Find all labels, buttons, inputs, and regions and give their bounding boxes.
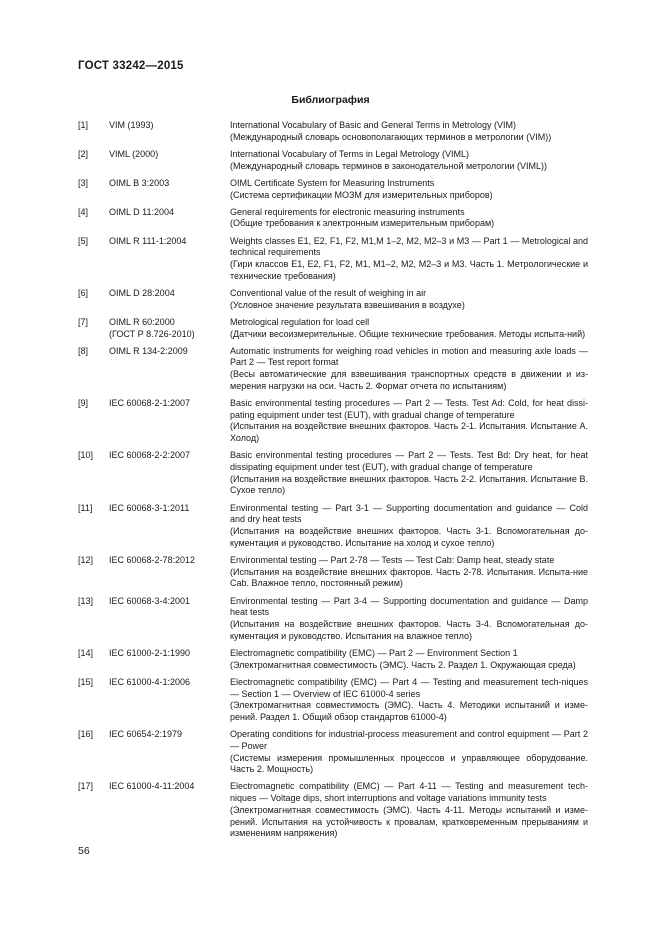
reference-number: [4] — [78, 206, 89, 217]
reference-number: [9] — [78, 398, 89, 409]
reference-code: IEC 60068-2-1:2007 — [109, 398, 191, 409]
reference-description: OIML Certificate System for Measuring Instruments (Система сертификации МОЗМ для измерительных приборов) — [230, 177, 493, 200]
reference-description: Electromagnetic compatibility (EMC) — Part 4 — Testing and measurement tech-niques — Section 1 — Overview of IEC 61000-4 series (Электромагнитная совместимость (ЭМС). Часть 4. Методики испытаний и изме-рений. Раздел 1. Общий обзор стандартов 61000-4) — [230, 676, 588, 722]
reference-number: [6] — [78, 287, 89, 298]
reference-code: IEC 60068-2-2:2007 — [109, 450, 191, 461]
reference-code: OIML R 134-2:2009 — [109, 345, 188, 356]
reference-code: IEC 61000-4-11:2004 — [109, 781, 195, 792]
reference-number: [8] — [78, 345, 89, 356]
document-header: ГОСТ 33242—2015 — [78, 60, 184, 72]
reference-description: General requirements for electronic measuring instruments (Общие требования к электронным измерительным приборам) — [230, 206, 495, 229]
reference-number: [7] — [78, 316, 89, 327]
list-item — [78, 236, 588, 283]
list-item — [78, 781, 588, 840]
reference-code: IEC 61000-2-1:1990 — [109, 647, 191, 658]
list-item — [78, 677, 588, 724]
reference-description: Electromagnetic compatibility (EMC) — Part 4-11 — Testing and measurement tech-niques — Voltage dips, short interruptions and voltage variations immunity tests (Электромагнитная совместимость (ЭМС). Часть 4-11. Методы испытаний и изме-рений. Испытания на устойчивость к провалам, кратковременным прерываниям и изменениям напряжения) — [230, 781, 588, 839]
reference-code: OIML R 60:2000 (ГОСТ Р 8.726-2010) — [109, 316, 195, 339]
list-item — [78, 450, 588, 497]
reference-description: Basic environmental testing procedures — Part 2 — Tests. Test Ad: Cold, for heat dissi-pating equipment under test (EUT), with gradual change of temperature (Испытания на воздействие внешних факторов. Часть 2-1. Испытания. Испытание А. Холод) — [230, 398, 588, 444]
reference-number: [11] — [78, 502, 93, 513]
reference-code: IEC 60068-3-1:2011 — [109, 502, 190, 513]
reference-description: Environmental testing — Part 3-4 — Supporting documentation and guidance — Damp heat tests (Испытания на воздействие внешних факторов. Часть 3-4. Вспомогательная до-кументация и руководство. Испытания на влажное тепло) — [230, 595, 588, 641]
reference-number: [14] — [78, 647, 94, 658]
list-item — [78, 503, 588, 550]
page-number: 56 — [78, 845, 90, 857]
list-item — [78, 555, 588, 590]
reference-code: VIM (1993) — [109, 120, 154, 130]
reference-number: [5] — [78, 235, 89, 246]
list-item — [78, 648, 588, 671]
reference-number: [15] — [78, 676, 94, 687]
list-item — [78, 346, 588, 393]
reference-description: International Vocabulary of Basic and General Terms in Metrology (VIM) (Международный словарь основополагающих терминов в метрологии (VIM)) — [230, 120, 552, 142]
reference-description: Automatic instruments for weighing road vehicles in motion and measuring axle loads — Part 2 — Test report format (Весы автоматические для взвешивания транспортных средств в движении и из-мерения нагрузки на оси. Часть 2. Формат отчета по испытаниям) — [230, 345, 588, 391]
reference-description: Metrological regulation for load cell (Датчики весоизмерительные. Общие технические требования. Методы испыта-ний) — [230, 316, 586, 339]
reference-number: [3] — [78, 177, 89, 188]
list-item — [78, 729, 588, 776]
reference-number: [10] — [78, 450, 94, 461]
reference-code: VIML (2000) — [109, 148, 159, 159]
reference-number: [16] — [78, 729, 94, 740]
reference-description: Environmental testing — Part 3-1 — Supporting documentation and guidance — Cold and dry heat tests (Испытания на воздействие внешних факторов. Часть 3-1. Вспомогательная до-кументация и руководство. Испытание на холод и сухое тепло) — [230, 502, 588, 548]
list-item — [78, 120, 588, 143]
reference-code: IEC 61000-4-1:2006 — [109, 676, 191, 687]
list-item — [78, 596, 588, 643]
list-item — [78, 398, 588, 445]
reference-number: [12] — [78, 555, 94, 565]
reference-description: Electromagnetic compatibility (EMC) — Part 2 — Environment Section 1 (Электромагнитная совместимость (ЭМС). Часть 2. Раздел 1. Окружающая среда) — [230, 647, 576, 670]
reference-code: OIML D 28:2004 — [109, 287, 175, 298]
reference-number: [2] — [78, 148, 89, 159]
reference-code: IEC 60068-3-4:2001 — [109, 595, 191, 606]
reference-number: [13] — [78, 595, 94, 606]
bibliography-list — [78, 120, 588, 845]
list-item — [78, 207, 588, 230]
section-title: Библиография — [291, 94, 370, 106]
reference-number: [1] — [78, 120, 89, 130]
reference-description: Conventional value of the result of weighing in air (Условное значение результата взвешивания в воздухе) — [230, 287, 465, 310]
reference-code: IEC 60654-2:1979 — [109, 729, 183, 740]
list-item — [78, 178, 588, 201]
reference-code: OIML D 11:2004 — [109, 206, 175, 217]
list-item — [78, 317, 588, 340]
reference-code: IEC 60068-2-78:2012 — [109, 555, 196, 565]
reference-description: Basic environmental testing procedures — Part 2 — Tests. Test Bd: Dry heat, for heat dissipating equipment under test (EUT), with gradual change of temperature (Испытания на воздействие внешних факторов. Часть 2-2. Испытания. Испытание В. Сухое тепло) — [230, 450, 588, 496]
reference-description: Operating conditions for industrial-process measurement and control equipment — Part 2 — Power (Системы измерения промышленных процессов и управляющее оборудование. Часть 2. Мощность) — [230, 729, 588, 775]
list-item — [78, 288, 588, 311]
reference-code: OIML R 111-1:2004 — [109, 235, 187, 246]
reference-description: Environmental testing — Part 2-78 — Tests — Test Cab: Damp heat, steady state (Испытания на воздействие внешних факторов. Часть 2-78. Испытания. Испыта-ние Cab. Влажное тепло, постоянный режим) — [230, 555, 588, 589]
reference-code: OIML B 3:2003 — [109, 177, 170, 188]
reference-description: Weights classes E1, E2, F1, F2, M1,M 1–2, M2, M2–3 и M3 — Part 1 — Metrological and technical requirements (Гири классов E1, E2, F1, F2, M1, M1–2, M2, M2–3 и M3. Часть 1. Метрологические и технические требования) — [230, 235, 588, 281]
reference-description: International Vocabulary of Terms in Legal Metrology (VIML) (Международный словарь терминов в законодательной метрологии (VIML)) — [230, 148, 548, 171]
list-item — [78, 149, 588, 172]
reference-number: [17] — [78, 781, 94, 792]
